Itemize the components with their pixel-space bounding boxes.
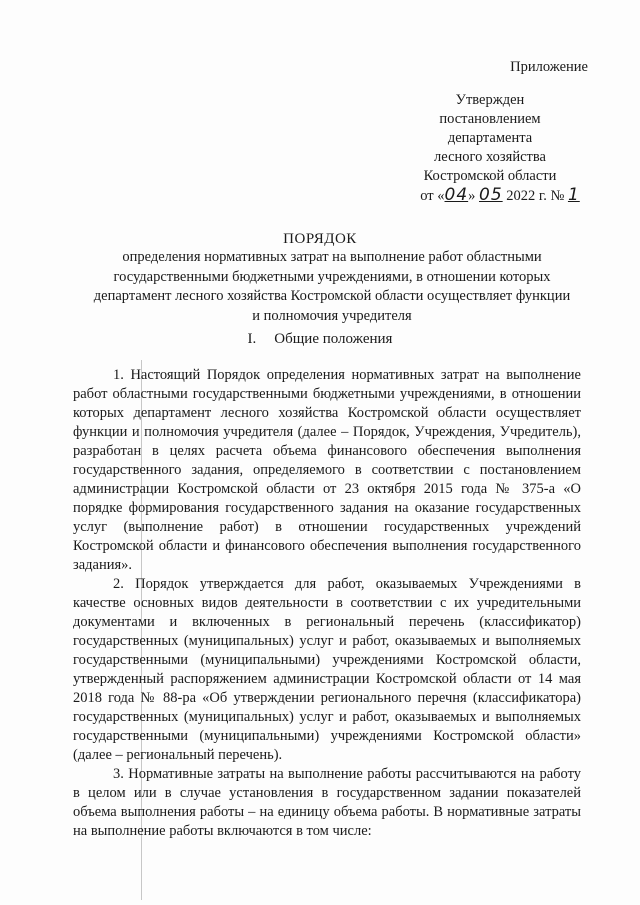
date-prefix: от « [420, 188, 445, 204]
approval-line-4: лесного хозяйства [434, 149, 546, 165]
date-suffix: 2022 г. № [502, 188, 568, 204]
approval-stamp-block [380, 58, 600, 206]
section-number: I. [247, 331, 257, 347]
document-body [73, 366, 581, 841]
handwritten-number: 1 [567, 185, 580, 205]
paragraph-1: 1. Настоящий Порядок определения нормативных затрат на выполнение работ областными государственными бюджетными учреждениями, в отношении которых департамент лесного хозяйства Костромской области осуществляет функции и полномочия учредителя (далее – Порядок, Учреждения, Учредитель), разработан в целях расчета объема финансового обеспечения выполнения государственного задания, определяемого в соответствии с постановлением администрации Костромской области от 23 октября 2015 года № 375-а «О порядке формирования государственного задания на оказание государственных услуг (выполнение работ) в отношении государственных учреждений Костромской области и финансового обеспечения выполнения государственного задания». [73, 367, 581, 573]
appendix-label: Приложение [510, 59, 588, 75]
document-subtitle: определения нормативных затрат на выполнение работ областными государственными бюджетными учреждениями, в отношении которых департамент лесного хозяйства Костромской области осуществляет функции и полномочия учредителя [93, 249, 571, 324]
document-title: ПОРЯДОК [283, 231, 357, 247]
approval-line-5: Костромской области [423, 168, 557, 184]
section-heading [0, 331, 640, 348]
date-mid: » [468, 188, 480, 204]
paragraph-2: 2. Порядок утверждается для работ, оказываемых Учреждениями в качестве основных видов деятельности в соответствии с их учредительными документами и включенных в региональный перечень (классификатор) государственных (муниципальных) услуг и работ, оказываемых и выполняемых государственными (муниципальными) учреждениями Костромской области, утвержденный распоряжением администрации Костромской области от 14 мая 2018 года № 88-ра «Об утверждении регионального перечня (классификатора) государственных (муниципальных) услуг и работ, оказываемых и выполняемых государственными (муниципальными) учреждениями Костромской области» (далее – региональный перечень). [73, 576, 581, 763]
handwritten-day: 04 [444, 185, 469, 205]
approval-line-2: постановлением [439, 111, 541, 127]
paragraph-3: 3. Нормативные затраты на выполнение работы рассчитываются на работу в целом или в случае установления в государственном задании показателей объема выполнения работы – на единицу объема работы. В нормативные затраты на выполнение работы включаются в том числе: [73, 766, 581, 839]
approval-line-1: Утвержден [455, 92, 525, 108]
handwritten-month: 05 [479, 185, 503, 205]
section-title: Общие положения [274, 331, 393, 347]
approval-line-3: департамента [447, 130, 533, 146]
approval-date-line [400, 186, 600, 206]
